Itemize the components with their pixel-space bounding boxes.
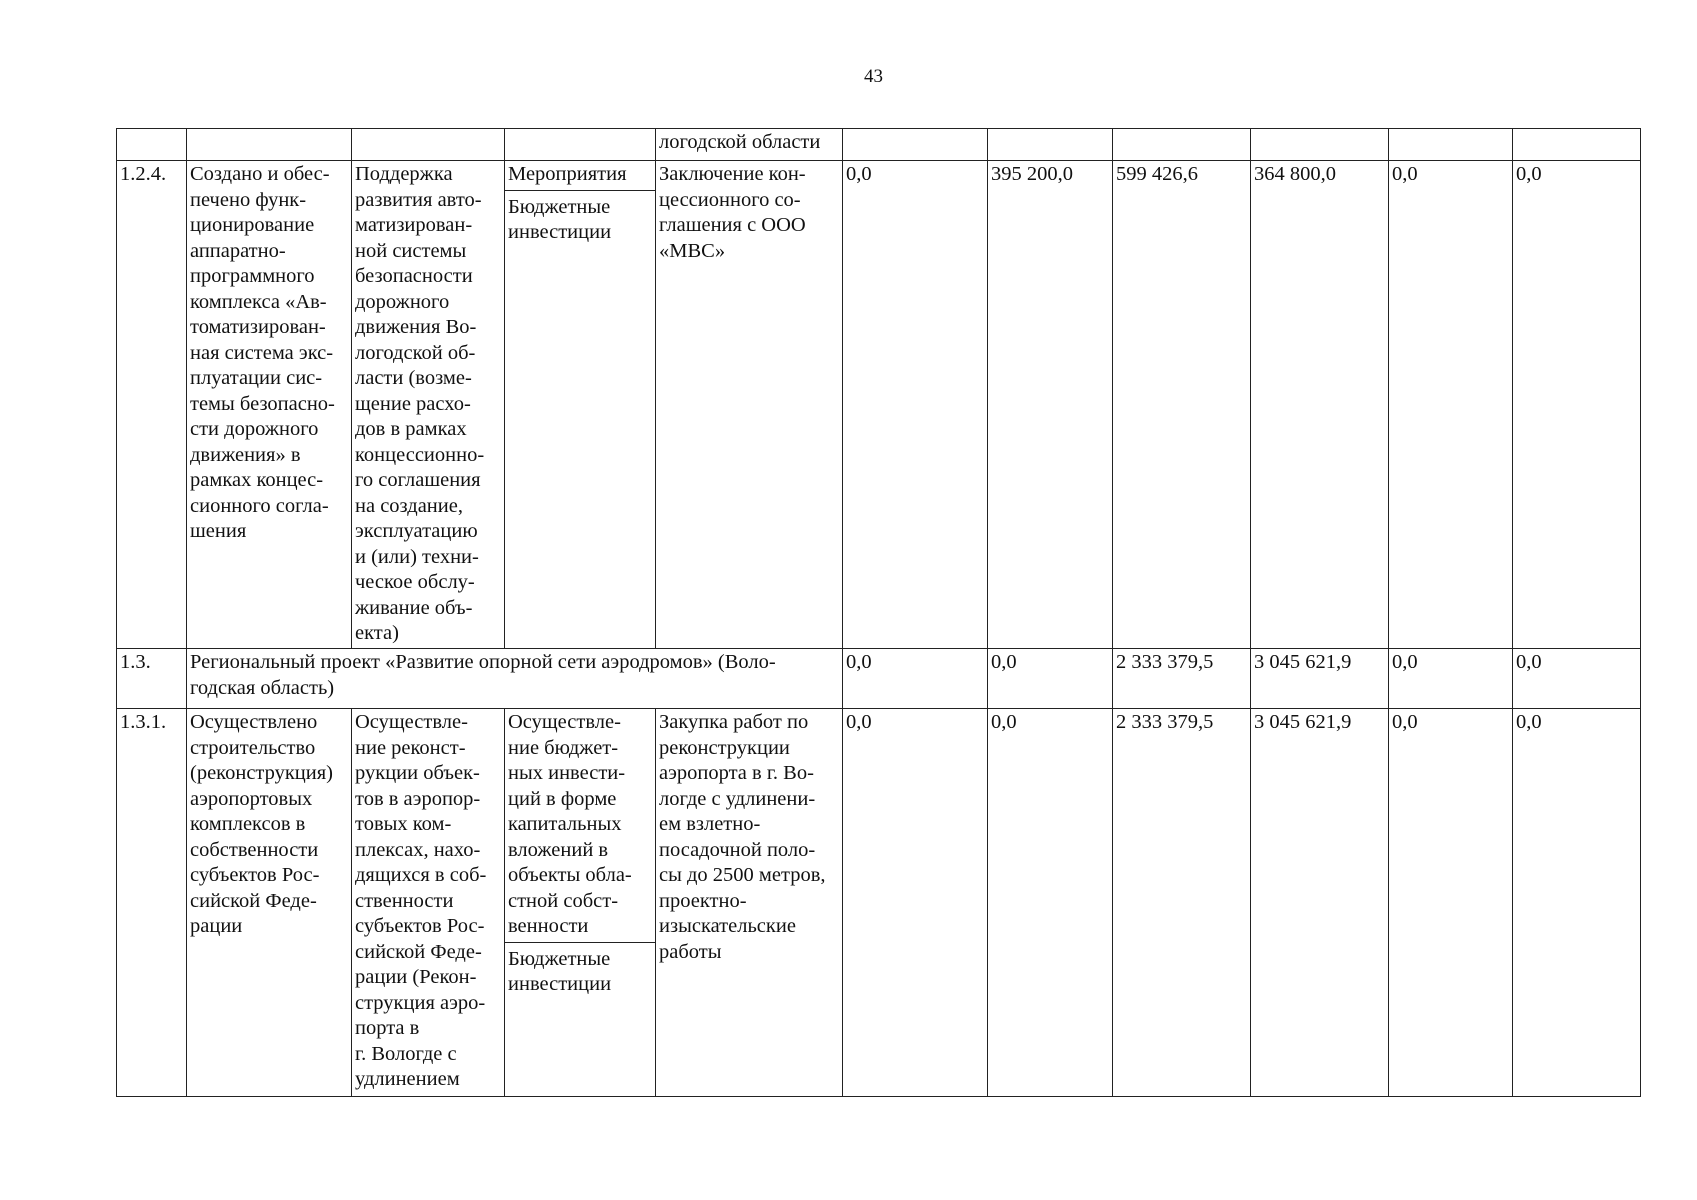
cell-code: 1.3. [117, 649, 187, 709]
type-bottom: Бюджетные инвестиции [508, 195, 612, 243]
cell-code: 1.3.1. [117, 709, 187, 1097]
cell-value-6: 0,0 [1513, 161, 1641, 649]
cell-empty [1389, 129, 1513, 161]
cell-empty [352, 129, 505, 161]
cell-type [505, 161, 656, 649]
cell-value-5: 0,0 [1389, 161, 1513, 649]
cell-empty [1251, 129, 1389, 161]
cell-value-1: 0,0 [843, 161, 988, 649]
page-number: 43 [864, 66, 883, 87]
type-bottom: Бюджетные инвестиции [508, 947, 612, 995]
cell-value-4: 3 045 621,9 [1251, 709, 1389, 1097]
cell-value-5: 0,0 [1389, 649, 1513, 709]
cell-value-4: 364 800,0 [1251, 161, 1389, 649]
cell-project-title: Региональный проект «Развитие опорной сети аэродромов» (Воло- годская область) [187, 649, 843, 709]
type-top: Мероприятия [508, 163, 627, 185]
cell-action: Осуществле- ние реконст- рукции объек- тов в аэропор- товых ком- плексах, нахо- дящихся в соб- ственности субъектов Рос- сийской Феде- рации (Рекон- струкция аэро- порта в г. Вологде с удлинением [352, 709, 505, 1097]
table-row-1-3 [117, 649, 1641, 709]
cell-result: Создано и обес- печено функ- ционирование аппаратно- программного комплекса «Ав- томатизирован- ная система экс- плуатации сис- темы безопасно- сти дорожного движения» в рамках концес- сионного согла- шения [187, 161, 352, 649]
cell-empty [505, 129, 656, 161]
cell-code: 1.2.4. [117, 161, 187, 649]
cell-value-1: 0,0 [843, 709, 988, 1097]
cell-value-3: 599 426,6 [1113, 161, 1251, 649]
cell-value-6: 0,0 [1513, 709, 1641, 1097]
cell-value-2: 0,0 [988, 709, 1113, 1097]
cell-value-6: 0,0 [1513, 649, 1641, 709]
cell-value-2: 395 200,0 [988, 161, 1113, 649]
table-row-1-2-4 [117, 161, 1641, 649]
cell-empty [843, 129, 988, 161]
cell-empty [1513, 129, 1641, 161]
cell-basis: Заключение кон- цессионного со- глашения с ООО «МВС» [656, 161, 843, 649]
cell-empty [117, 129, 187, 161]
cell-empty [1113, 129, 1251, 161]
table-row-continuation [117, 129, 1641, 161]
cell-value-1: 0,0 [843, 649, 988, 709]
cell-value-3: 2 333 379,5 [1113, 649, 1251, 709]
cell-empty [187, 129, 352, 161]
cell-value-4: 3 045 621,9 [1251, 649, 1389, 709]
budget-table [116, 128, 1641, 1097]
cell-value-2: 0,0 [988, 649, 1113, 709]
cell-value-5: 0,0 [1389, 709, 1513, 1097]
type-top: Осуществле- ние бюджет- ных инвести- ций в форме капитальных вложений в объекты обла- стной собст- венности [508, 711, 632, 937]
cell-empty [988, 129, 1113, 161]
cell-type [505, 709, 656, 1097]
table-row-1-3-1 [117, 709, 1641, 1097]
cell-result: Осуществлено строительство (реконструкция) аэропортовых комплексов в собственности субъектов Рос- сийской Феде- рации [187, 709, 352, 1097]
cell-action: Поддержка развития авто- матизирован- ной системы безопасности дорожного движения Во- логодской об- ласти (возме- щение расхо- дов в рамках концессионно- го соглашения на создание, эксплуатацию и (или) техни- ческое обслу- живание объ- екта) [352, 161, 505, 649]
cell-basis: Закупка работ по реконструкции аэропорта в г. Во- логде с удлинени- ем взлетно- посадочной поло- сы до 2500 метров, проектно- изыскательские работы [656, 709, 843, 1097]
cell-value-3: 2 333 379,5 [1113, 709, 1251, 1097]
cell-basis-continuation: логодской области [656, 129, 843, 161]
